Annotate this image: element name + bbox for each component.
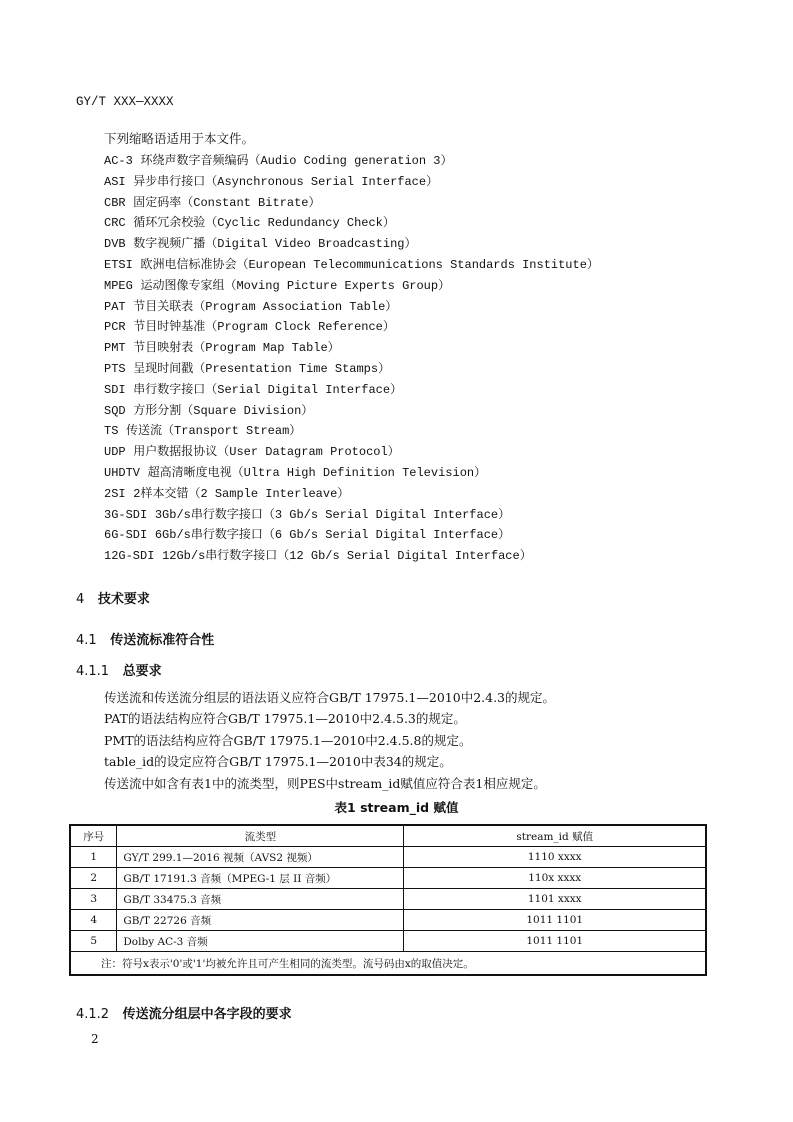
table-row	[70, 889, 706, 910]
abbr-code: ASI	[104, 174, 126, 189]
table-cell: 1011 1101	[404, 910, 706, 931]
list-item	[104, 296, 599, 317]
abbr-code: PCR	[104, 320, 126, 335]
abbr-desc: 循环冗余校验（Cyclic Redundancy Check）	[133, 216, 395, 231]
abbr-code: ETSI	[104, 257, 133, 272]
abbr-desc: 固定码率（Constant Bitrate）	[133, 195, 321, 210]
table-cell: Dolby AC-3 音频	[117, 931, 404, 952]
abbreviations-intro: 下列缩略语适用于本文件。	[104, 131, 255, 146]
table-header-row	[70, 825, 706, 847]
list-item	[104, 483, 599, 504]
list-item	[104, 545, 599, 566]
table-cell: GY/T 299.1—2016 视频（AVS2 视频）	[117, 847, 404, 868]
paragraph: 传送流和传送流分组层的语法语义应符合GB/T 17975.1—2010中2.4.3的规定。	[104, 690, 556, 705]
table-note-row	[70, 952, 706, 976]
list-item	[104, 400, 599, 421]
abbr-code: 12G-SDI	[104, 549, 155, 564]
column-header: 流类型	[117, 825, 404, 847]
abbr-desc: 呈现时间戳（Presentation Time Stamps）	[133, 361, 391, 376]
abbr-desc: 环绕声数字音频编码（Audio Coding generation 3）	[140, 154, 453, 168]
list-item	[104, 462, 599, 483]
list-item	[104, 441, 599, 462]
paragraph: PMT的语法结构应符合GB/T 17975.1—2010中2.4.5.8的规定。	[104, 732, 472, 748]
column-header: 序号	[70, 825, 117, 847]
abbr-code: MPEG	[104, 278, 133, 293]
abbreviation-list	[104, 150, 599, 566]
abbr-code: SQD	[104, 403, 126, 418]
abbr-desc: 超高清晰度电视（Ultra High Definition Television）	[147, 465, 487, 480]
section-number: 4.1.1	[76, 664, 110, 679]
list-item	[104, 212, 599, 233]
list-item	[104, 150, 599, 171]
abbr-code: 2SI	[104, 486, 126, 501]
stream-id-table	[69, 824, 707, 976]
paragraph: 传送流中如含有表1中的流类型，则PES中stream_id赋值应符合表1相应规定。	[104, 775, 546, 791]
abbr-desc: 传送流（Transport Stream）	[126, 424, 302, 439]
abbr-code: UDP	[104, 445, 126, 460]
table-row	[70, 910, 706, 931]
document-header: GY/T XXX—XXXX	[76, 95, 174, 109]
abbr-desc: 欧洲电信标准协会（European Telecommunications Standards Institute）	[140, 257, 599, 272]
abbr-code: SDI	[104, 382, 126, 397]
abbr-desc: 节目关联表（Program Association Table）	[133, 299, 398, 314]
list-item	[104, 192, 599, 213]
abbr-code: AC-3	[104, 154, 133, 168]
list-item	[104, 358, 599, 379]
list-item	[104, 504, 599, 525]
section-4-heading	[76, 588, 150, 607]
abbr-code: 3G-SDI	[104, 507, 148, 522]
abbr-code: CBR	[104, 195, 126, 210]
list-item	[104, 379, 599, 400]
abbr-code: 6G-SDI	[104, 528, 148, 543]
abbr-desc: 节目时钟基准（Program Clock Reference）	[133, 320, 395, 335]
table-cell: 2	[70, 868, 117, 889]
paragraph: table_id的设定应符合GB/T 17975.1—2010中表34的规定。	[104, 754, 452, 770]
table-cell: GB/T 33475.3 音频	[117, 889, 404, 910]
table-note: 注：符号x表示'0'或'1'均被允许且可产生相同的流类型。流号码由x的取值决定。	[70, 952, 706, 976]
section-number: 4.1.2	[76, 1007, 110, 1022]
table-row	[70, 847, 706, 868]
abbr-desc: 2样本交错（2 Sample Interleave）	[133, 486, 350, 501]
table-cell: GB/T 17191.3 音频（MPEG-1 层 II 音频）	[117, 868, 404, 889]
section-number: 4.1	[76, 633, 97, 648]
section-4-1-2-heading	[76, 1003, 292, 1022]
table-cell: 5	[70, 931, 117, 952]
section-title: 传送流分组层中各字段的要求	[122, 1007, 292, 1022]
abbr-code: UHDTV	[104, 465, 141, 480]
abbr-desc: 6Gb/s串行数字接口（6 Gb/s Serial Digital Interface）	[154, 528, 511, 543]
abbr-desc: 3Gb/s串行数字接口（3 Gb/s Serial Digital Interface）	[154, 507, 511, 522]
abbr-code: PMT	[104, 341, 126, 356]
column-header: stream_id 赋值	[404, 825, 706, 847]
abbr-desc: 异步串行接口（Asynchronous Serial Interface）	[133, 174, 439, 189]
list-item	[104, 254, 599, 275]
section-4-1-1-heading	[76, 660, 162, 679]
abbr-desc: 数字视频广播（Digital Video Broadcasting）	[133, 237, 417, 252]
list-item	[104, 171, 599, 192]
abbr-code: TS	[104, 424, 119, 439]
table-cell: 110x xxxx	[404, 868, 706, 889]
table-cell: 1101 xxxx	[404, 889, 706, 910]
table-caption: 表1 stream_id 赋值	[334, 800, 459, 815]
list-item	[104, 233, 599, 254]
page-number: 2	[91, 1032, 99, 1046]
table-row	[70, 868, 706, 889]
abbr-code: CRC	[104, 216, 126, 231]
abbr-desc: 用户数据报协议（User Datagram Protocol）	[133, 445, 400, 460]
abbr-code: DVB	[104, 237, 126, 252]
table-row	[70, 931, 706, 952]
section-number: 4	[76, 592, 85, 607]
table-cell: 1011 1101	[404, 931, 706, 952]
abbr-desc: 节目映射表（Program Map Table）	[133, 341, 340, 356]
abbr-code: PAT	[104, 299, 126, 314]
abbr-desc: 12Gb/s串行数字接口（12 Gb/s Serial Digital Interface）	[162, 549, 532, 564]
list-item	[104, 420, 599, 441]
table-cell: 3	[70, 889, 117, 910]
table-cell: 1110 xxxx	[404, 847, 706, 868]
section-4-1-heading	[76, 629, 214, 648]
section-title: 传送流标准符合性	[110, 633, 215, 648]
section-title: 技术要求	[97, 592, 150, 607]
requirement-paragraphs	[104, 687, 555, 794]
abbr-code: PTS	[104, 361, 126, 376]
list-item	[104, 337, 599, 358]
table-cell: GB/T 22726 音频	[117, 910, 404, 931]
table-cell: 1	[70, 847, 117, 868]
list-item	[104, 316, 599, 337]
abbr-desc: 串行数字接口（Serial Digital Interface）	[133, 382, 403, 397]
abbr-desc: 运动图像专家组（Moving Picture Experts Group）	[140, 278, 451, 293]
list-item	[104, 275, 599, 296]
abbr-desc: 方形分割（Square Division）	[133, 403, 314, 418]
table-cell: 4	[70, 910, 117, 931]
list-item	[104, 524, 599, 545]
section-title: 总要求	[122, 664, 162, 679]
paragraph: PAT的语法结构应符合GB/T 17975.1—2010中2.4.5.3的规定。	[104, 711, 466, 727]
